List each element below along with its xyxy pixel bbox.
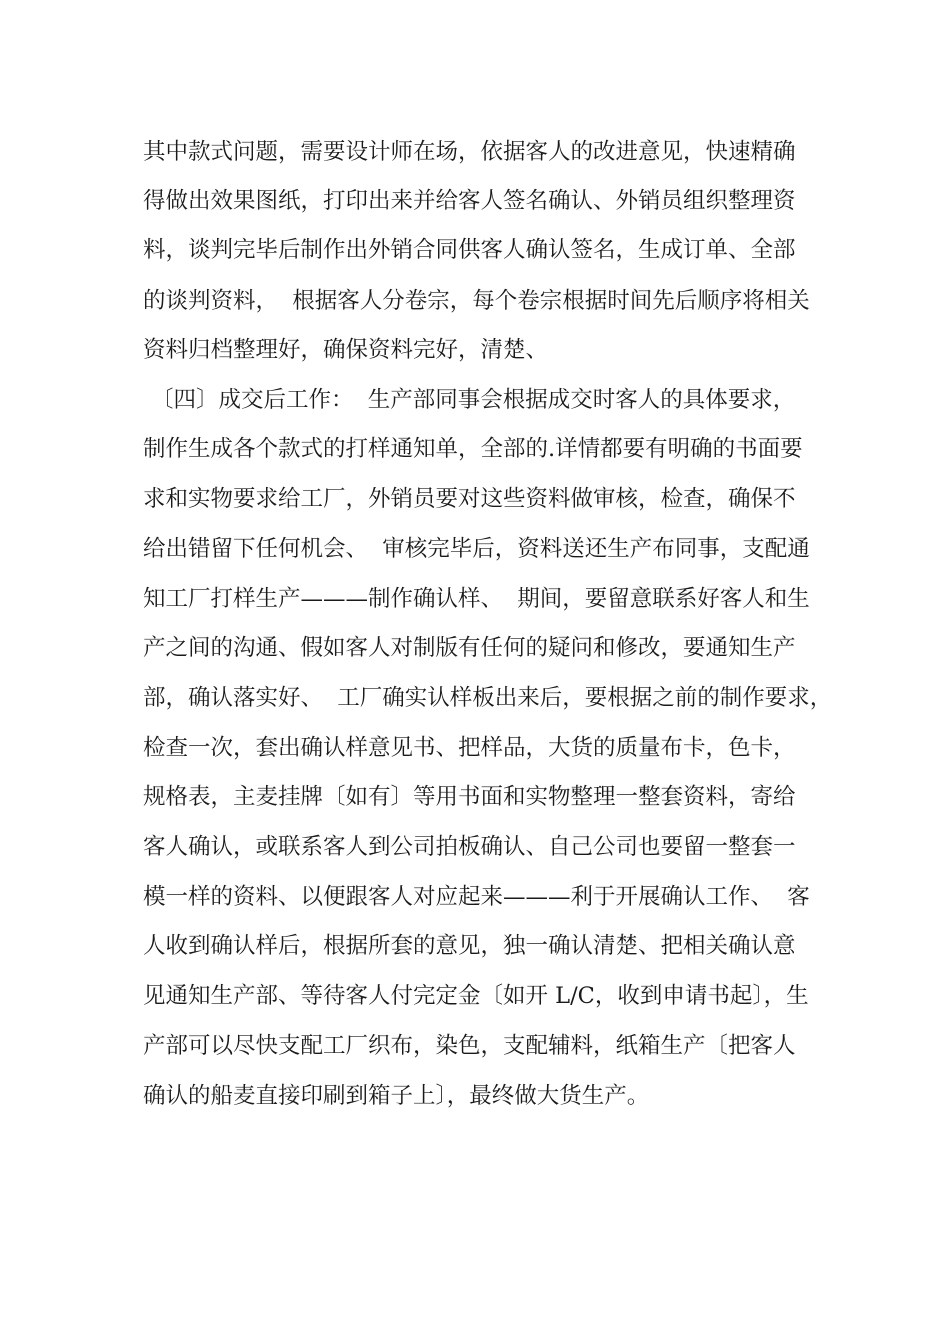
text-line: 制作生成各个款式的打样通知单，全部的.详情都要有明确的书面要 [143, 436, 803, 462]
text-line: 检查一次，套出确认样意见书、把样品，大货的质量布卡，色卡， [143, 735, 796, 761]
text-line: 客人确认，或联系客人到公司拍板确认、自己公司也要留一整套一 [143, 834, 796, 860]
text-line: 见通知生产部、等待客人付完定金〔如开 L/C，收到申请书起〕，生 [143, 983, 809, 1009]
text-line: 产之间的沟通、假如客人对制版有任何的疑问和修改，要通知生产 [143, 635, 796, 661]
text-line: 求和实物要求给工厂，外销员要对这些资料做审核，检查，确保不 [143, 486, 796, 512]
text-line: 知工厂打样生产———制作确认样、 期间，要留意联系好客人和生 [143, 586, 810, 612]
text-line: 料，谈判完毕后制作出外销合同供客人确认签名，生成订单、全部 [143, 237, 796, 263]
text-line: 的谈判资料， 根据客人分卷宗，每个卷宗根据时间先后顺序将相关 [143, 288, 810, 314]
text-line: 模一样的资料、以便跟客人对应起来———利于开展确认工作、 客 [143, 884, 810, 910]
text-line: 得做出效果图纸，打印出来并给客人签名确认、外销员组织整理资 [143, 188, 796, 214]
text-line: 给出错留下任何机会、 审核完毕后，资料送还生产布同事，支配通 [143, 536, 810, 562]
section-heading-line: 〔四〕成交后工作： 生产部同事会根据成交时客人的具体要求， [151, 387, 796, 413]
text-line: 产部可以尽快支配工厂织布，染色，支配辅料，纸箱生产〔把客人 [143, 1033, 796, 1059]
text-line: 确认的船麦直接印刷到箱子上〕，最终做大货生产。 [143, 1083, 650, 1109]
text-line: 其中款式问题，需要设计师在场，依据客人的改进意见，快速精确 [143, 139, 796, 165]
text-line: 人收到确认样后，根据所套的意见，独一确认清楚、把相关确认意 [143, 933, 796, 959]
text-line: 资料归档整理好，确保资料完好，清楚、 [143, 337, 549, 363]
text-line: 部，确认落实好、 工厂确实认样板出来后，要根据之前的制作要求， [143, 685, 833, 711]
text-line: 规格表，主麦挂牌〔如有〕等用书面和实物整理一整套资料，寄给 [143, 784, 796, 810]
